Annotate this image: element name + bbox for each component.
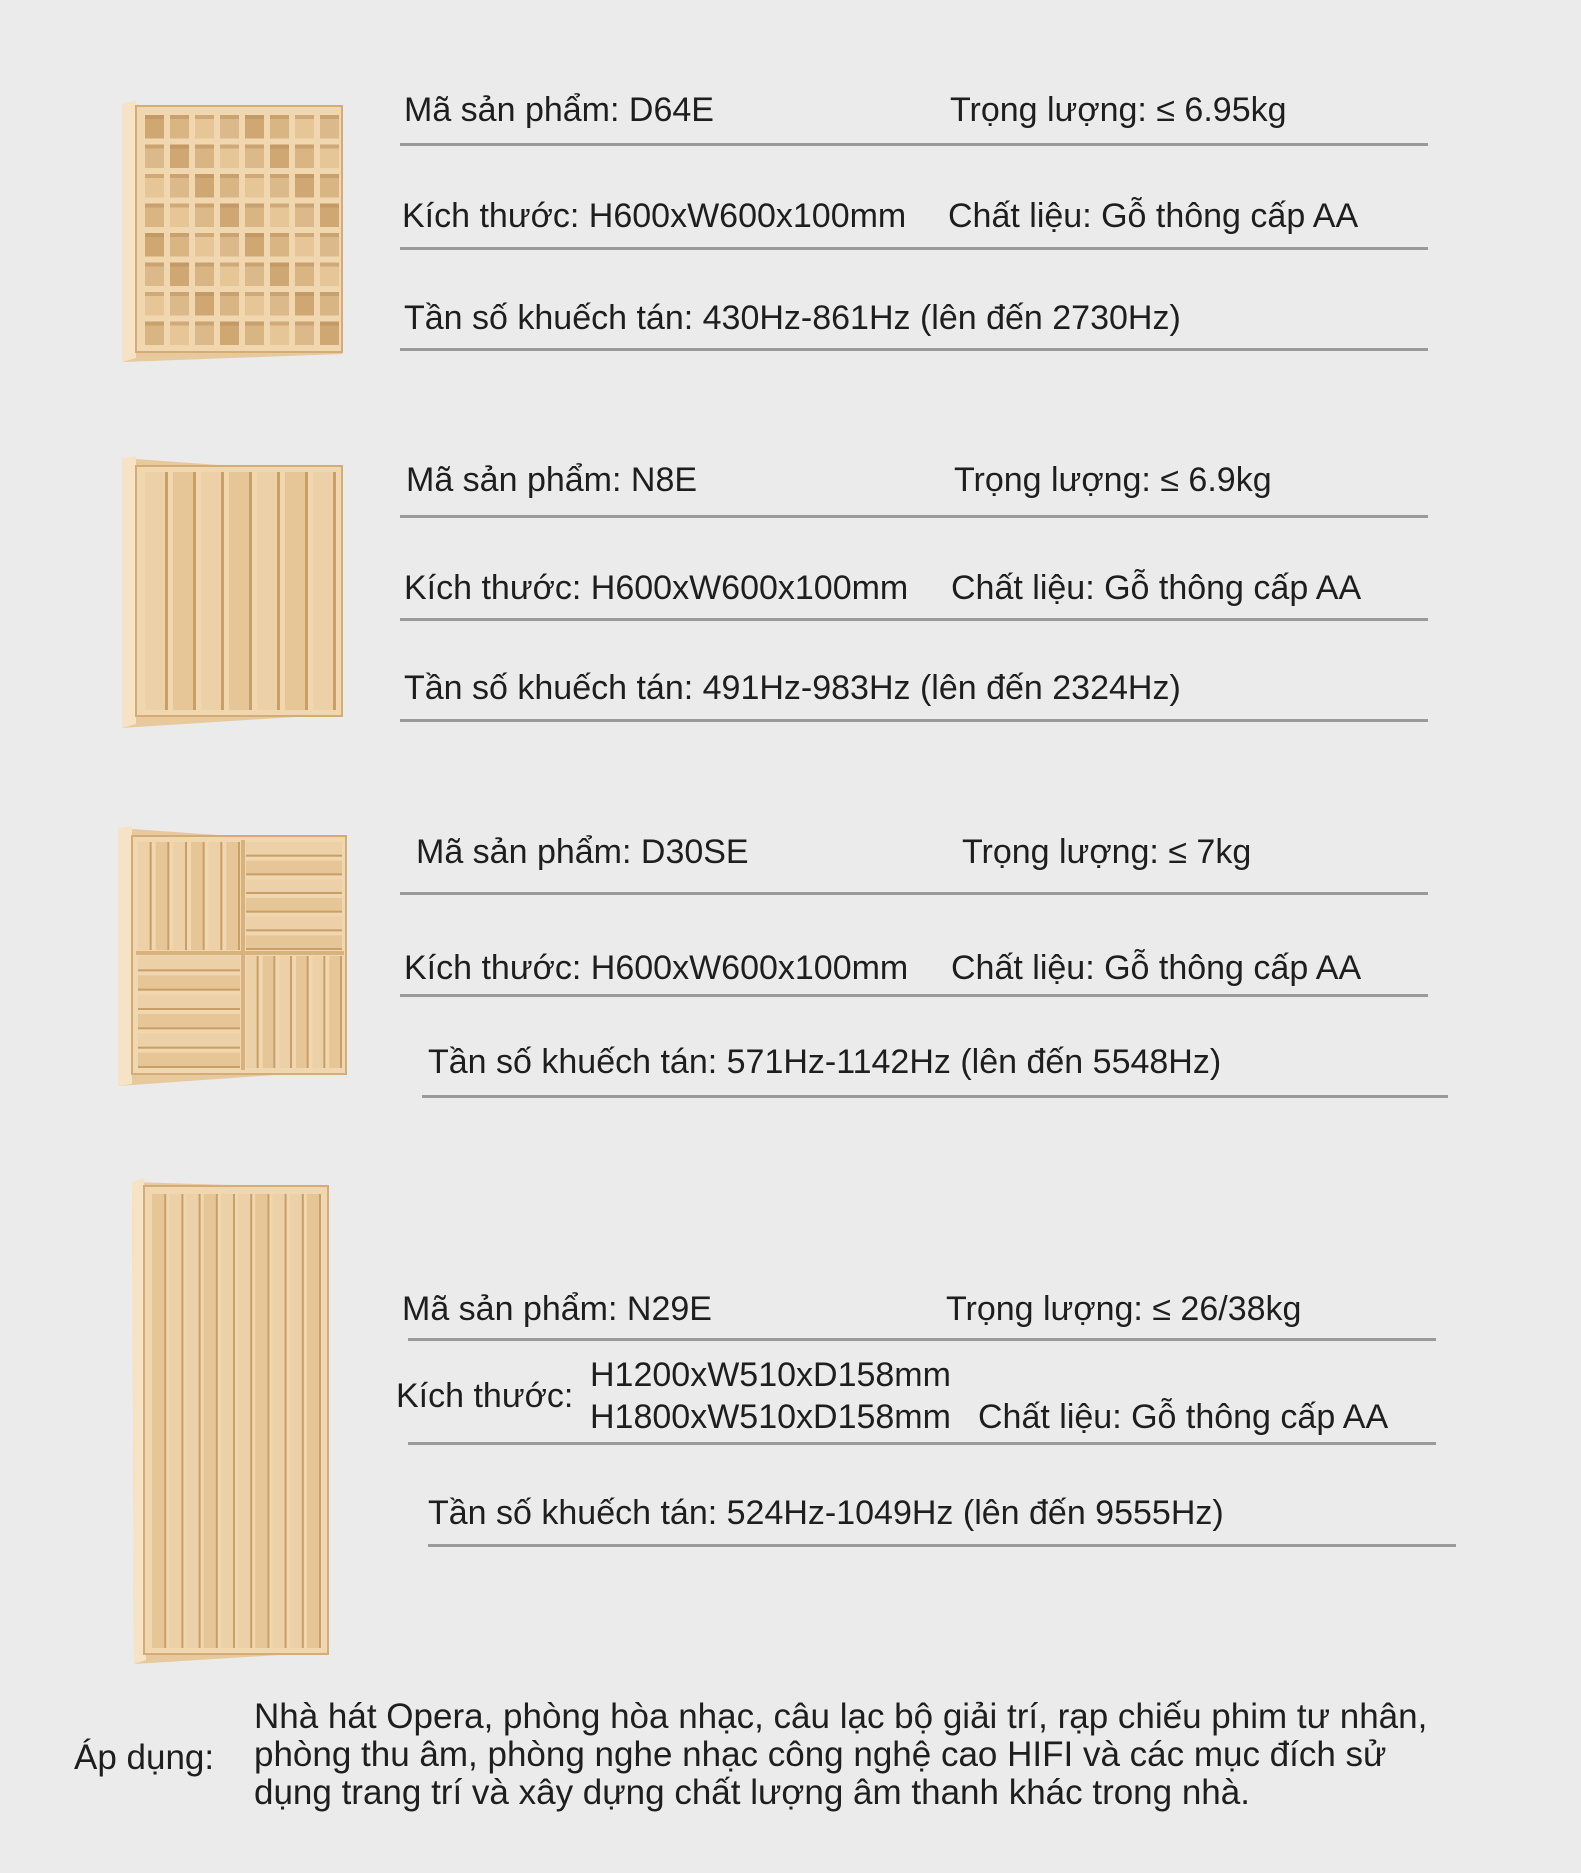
n29e-rule-3 <box>428 1544 1456 1547</box>
n8e-rule-3 <box>400 719 1428 722</box>
n29e-tall-diffuser-graphic <box>130 1178 330 1664</box>
application-text <box>254 1698 1554 1812</box>
n29e-code: Mã sản phẩm: N29E <box>402 1290 712 1328</box>
application-label: Áp dụng: <box>74 1738 215 1777</box>
n29e-rule-2 <box>408 1442 1436 1445</box>
n8e-code: Mã sản phẩm: N8E <box>406 461 698 499</box>
d64e-rule-1 <box>400 143 1428 146</box>
d64e-panel-image <box>122 100 344 362</box>
n8e-material: Chất liệu: Gỗ thông cấp AA <box>951 569 1362 607</box>
d64e-weight: Trọng lượng: ≤ 6.95kg <box>950 91 1287 129</box>
d64e-rule-3 <box>400 348 1428 351</box>
n29e-panel-image <box>130 1178 330 1664</box>
n8e-panel-image <box>122 456 344 728</box>
n8e-weight: Trọng lượng: ≤ 6.9kg <box>954 461 1272 499</box>
d30se-weight: Trọng lượng: ≤ 7kg <box>962 833 1252 871</box>
n29e-size-prefix: Kích thước: <box>396 1377 574 1415</box>
d64e-grid-diffuser-graphic <box>122 100 344 362</box>
n29e-material: Chất liệu: Gỗ thông cấp AA <box>978 1398 1389 1436</box>
d64e-material: Chất liệu: Gỗ thông cấp AA <box>948 197 1359 235</box>
d30se-mixed-diffuser-graphic <box>118 826 348 1086</box>
application-line-3: dụng trang trí và xây dựng chất lượng âm thanh khác trong nhà. <box>254 1773 1250 1812</box>
d30se-code: Mã sản phẩm: D30SE <box>416 833 749 871</box>
d64e-frequency: Tần số khuếch tán: 430Hz-861Hz (lên đến 2730Hz) <box>404 299 1181 337</box>
d64e-code: Mã sản phẩm: D64E <box>404 91 714 129</box>
n29e-size-line-2: H1800xW510xD158mm <box>590 1398 951 1436</box>
d30se-size: Kích thước: H600xW600x100mm <box>404 949 909 987</box>
application-line-2: phòng thu âm, phòng nghe nhạc công nghệ cao HIFI và các mục đích sử <box>254 1735 1387 1774</box>
d64e-size: Kích thước: H600xW600x100mm <box>402 197 907 235</box>
n29e-weight: Trọng lượng: ≤ 26/38kg <box>946 1290 1302 1328</box>
n8e-frequency: Tần số khuếch tán: 491Hz-983Hz (lên đến 2324Hz) <box>404 669 1181 707</box>
application-line-1: Nhà hát Opera, phòng hòa nhạc, câu lạc bộ giải trí, rạp chiếu phim tư nhân, <box>254 1697 1428 1736</box>
d30se-rule-2 <box>400 994 1428 997</box>
n29e-frequency: Tần số khuếch tán: 524Hz-1049Hz (lên đến 9555Hz) <box>428 1494 1224 1532</box>
n29e-rule-1 <box>408 1338 1436 1341</box>
n8e-rule-1 <box>400 515 1428 518</box>
n8e-rule-2 <box>400 618 1428 621</box>
d64e-rule-2 <box>400 247 1428 250</box>
d30se-panel-image <box>118 826 348 1086</box>
d30se-rule-3 <box>422 1095 1448 1098</box>
n8e-size: Kích thước: H600xW600x100mm <box>404 569 909 607</box>
d30se-rule-1 <box>400 892 1428 895</box>
n8e-slat-diffuser-graphic <box>122 456 344 728</box>
d30se-material: Chất liệu: Gỗ thông cấp AA <box>951 949 1362 987</box>
n29e-size-line-1: H1200xW510xD158mm <box>590 1356 951 1394</box>
d30se-frequency: Tần số khuếch tán: 571Hz-1142Hz (lên đến 5548Hz) <box>428 1043 1222 1081</box>
